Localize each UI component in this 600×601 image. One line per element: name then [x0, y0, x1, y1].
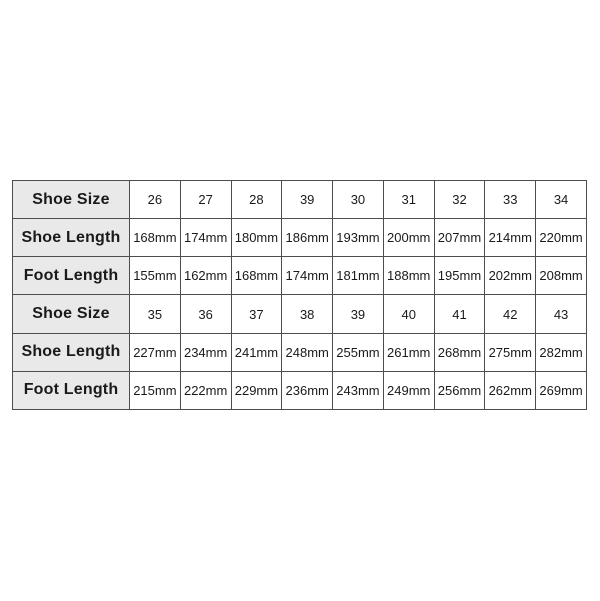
shoe-size-chart-body	[13, 181, 587, 410]
value-cell: 236mm	[282, 371, 333, 409]
value-cell: 282mm	[536, 333, 587, 371]
value-cell: 262mm	[485, 371, 536, 409]
value-cell: 214mm	[485, 219, 536, 257]
value-cell: 255mm	[333, 333, 384, 371]
value-cell: 268mm	[434, 333, 485, 371]
value-cell: 261mm	[383, 333, 434, 371]
value-cell: 33	[485, 181, 536, 219]
value-cell: 202mm	[485, 257, 536, 295]
value-cell: 207mm	[434, 219, 485, 257]
row-header-cell: Foot Length	[13, 257, 130, 295]
value-cell: 227mm	[130, 333, 181, 371]
value-cell: 248mm	[282, 333, 333, 371]
value-cell: 208mm	[536, 257, 587, 295]
value-cell: 168mm	[130, 219, 181, 257]
value-cell: 193mm	[333, 219, 384, 257]
value-cell: 40	[383, 295, 434, 333]
value-cell: 31	[383, 181, 434, 219]
value-cell: 220mm	[536, 219, 587, 257]
value-cell: 186mm	[282, 219, 333, 257]
value-cell: 174mm	[180, 219, 231, 257]
value-cell: 181mm	[333, 257, 384, 295]
table-row	[13, 333, 587, 371]
value-cell: 41	[434, 295, 485, 333]
row-header-cell: Shoe Length	[13, 219, 130, 257]
value-cell: 27	[180, 181, 231, 219]
value-cell: 222mm	[180, 371, 231, 409]
value-cell: 243mm	[333, 371, 384, 409]
table-row	[13, 219, 587, 257]
value-cell: 37	[231, 295, 282, 333]
row-header-cell: Shoe Size	[13, 181, 130, 219]
value-cell: 26	[130, 181, 181, 219]
value-cell: 234mm	[180, 333, 231, 371]
value-cell: 35	[130, 295, 181, 333]
value-cell: 30	[333, 181, 384, 219]
value-cell: 180mm	[231, 219, 282, 257]
row-header-cell: Foot Length	[13, 371, 130, 409]
table-row	[13, 295, 587, 333]
value-cell: 162mm	[180, 257, 231, 295]
value-cell: 155mm	[130, 257, 181, 295]
value-cell: 28	[231, 181, 282, 219]
value-cell: 168mm	[231, 257, 282, 295]
table-row	[13, 257, 587, 295]
value-cell: 188mm	[383, 257, 434, 295]
value-cell: 269mm	[536, 371, 587, 409]
value-cell: 36	[180, 295, 231, 333]
row-header-cell: Shoe Length	[13, 333, 130, 371]
value-cell: 32	[434, 181, 485, 219]
value-cell: 43	[536, 295, 587, 333]
value-cell: 275mm	[485, 333, 536, 371]
table-row	[13, 371, 587, 409]
value-cell: 195mm	[434, 257, 485, 295]
value-cell: 34	[536, 181, 587, 219]
shoe-size-chart-table	[12, 180, 587, 410]
value-cell: 174mm	[282, 257, 333, 295]
row-header-cell: Shoe Size	[13, 295, 130, 333]
value-cell: 38	[282, 295, 333, 333]
value-cell: 256mm	[434, 371, 485, 409]
value-cell: 39	[333, 295, 384, 333]
value-cell: 215mm	[130, 371, 181, 409]
value-cell: 39	[282, 181, 333, 219]
value-cell: 200mm	[383, 219, 434, 257]
value-cell: 229mm	[231, 371, 282, 409]
value-cell: 249mm	[383, 371, 434, 409]
value-cell: 241mm	[231, 333, 282, 371]
value-cell: 42	[485, 295, 536, 333]
table-row	[13, 181, 587, 219]
